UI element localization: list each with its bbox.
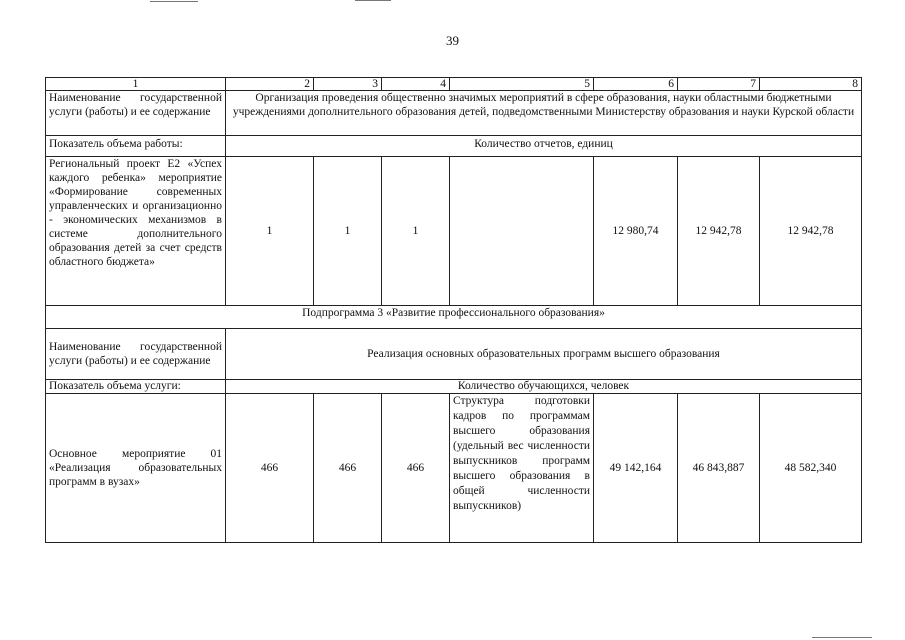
value-col-4: 466 xyxy=(382,394,450,543)
subprogram-title: Подпрограмма 3 «Развитие профессионального образования» xyxy=(46,306,862,329)
value-col-7: 12 942,78 xyxy=(678,157,760,306)
column-number-row xyxy=(46,78,862,91)
service-volume-value: Количество обучающихся, человек xyxy=(226,380,862,394)
col-header-4: 4 xyxy=(382,78,450,91)
scan-edge-mark xyxy=(355,0,391,1)
work-volume-label: Показатель объема работы: xyxy=(46,136,226,157)
col-header-8: 8 xyxy=(760,78,862,91)
value-col-3: 466 xyxy=(314,394,382,543)
col-header-1: 1 xyxy=(46,78,226,91)
page-number: 39 xyxy=(446,33,459,48)
service-name-value: Организация проведения общественно значимых мероприятий в сфере образования, науки областными бюджетными учреждениями дополнительного образования детей, подведомственными Министерству образования и науки Курской области xyxy=(226,91,862,136)
value-col-2: 466 xyxy=(226,394,314,543)
col-header-5: 5 xyxy=(450,78,594,91)
indicator-description: Структура подготовки кадров по программам высшего образования (удельный вес численности выпускников программ высшего образования в общей численности выпускников) xyxy=(450,394,594,543)
value-col-6: 12 980,74 xyxy=(594,157,678,306)
main-activity-name: Основное мероприятие 01 «Реализация образовательных программ в вузах» xyxy=(46,394,226,543)
service-volume-label: Показатель объема услуги: xyxy=(46,380,226,394)
work-volume-value: Количество отчетов, единиц xyxy=(226,136,862,157)
col-header-7: 7 xyxy=(678,78,760,91)
col-header-3: 3 xyxy=(314,78,382,91)
service-name-value: Реализация основных образовательных программ высшего образования xyxy=(226,329,862,380)
service-name-row xyxy=(46,329,862,380)
table-row xyxy=(46,394,862,543)
col-header-2: 2 xyxy=(226,78,314,91)
col-header-6: 6 xyxy=(594,78,678,91)
service-volume-indicator-row xyxy=(46,380,862,394)
value-col-8: 48 582,340 xyxy=(760,394,862,543)
regional-project-name: Региональный проект Е2 «Успех каждого ребенка» мероприятие «Формирование современных управленческих и организационно - экономических механизмов в системе дополнительного образования детей за счет средств областного бюджета» xyxy=(46,157,226,306)
value-col-3: 1 xyxy=(314,157,382,306)
value-col-7: 46 843,887 xyxy=(678,394,760,543)
subprogram-row xyxy=(46,306,862,329)
value-col-2: 1 xyxy=(226,157,314,306)
value-col-4: 1 xyxy=(382,157,450,306)
value-col-6: 49 142,164 xyxy=(594,394,678,543)
budget-table xyxy=(45,77,862,543)
service-name-row xyxy=(46,91,862,136)
value-col-8: 12 942,78 xyxy=(760,157,862,306)
service-name-label: Наименование государственной услуги (работы) и ее содержание xyxy=(46,91,226,136)
scan-edge-mark xyxy=(812,637,872,638)
value-col-5 xyxy=(450,157,594,306)
table-row xyxy=(46,157,862,306)
work-volume-indicator-row xyxy=(46,136,862,157)
scan-edge-mark xyxy=(150,1,198,2)
service-name-label: Наименование государственной услуги (работы) и ее содержание xyxy=(46,329,226,380)
